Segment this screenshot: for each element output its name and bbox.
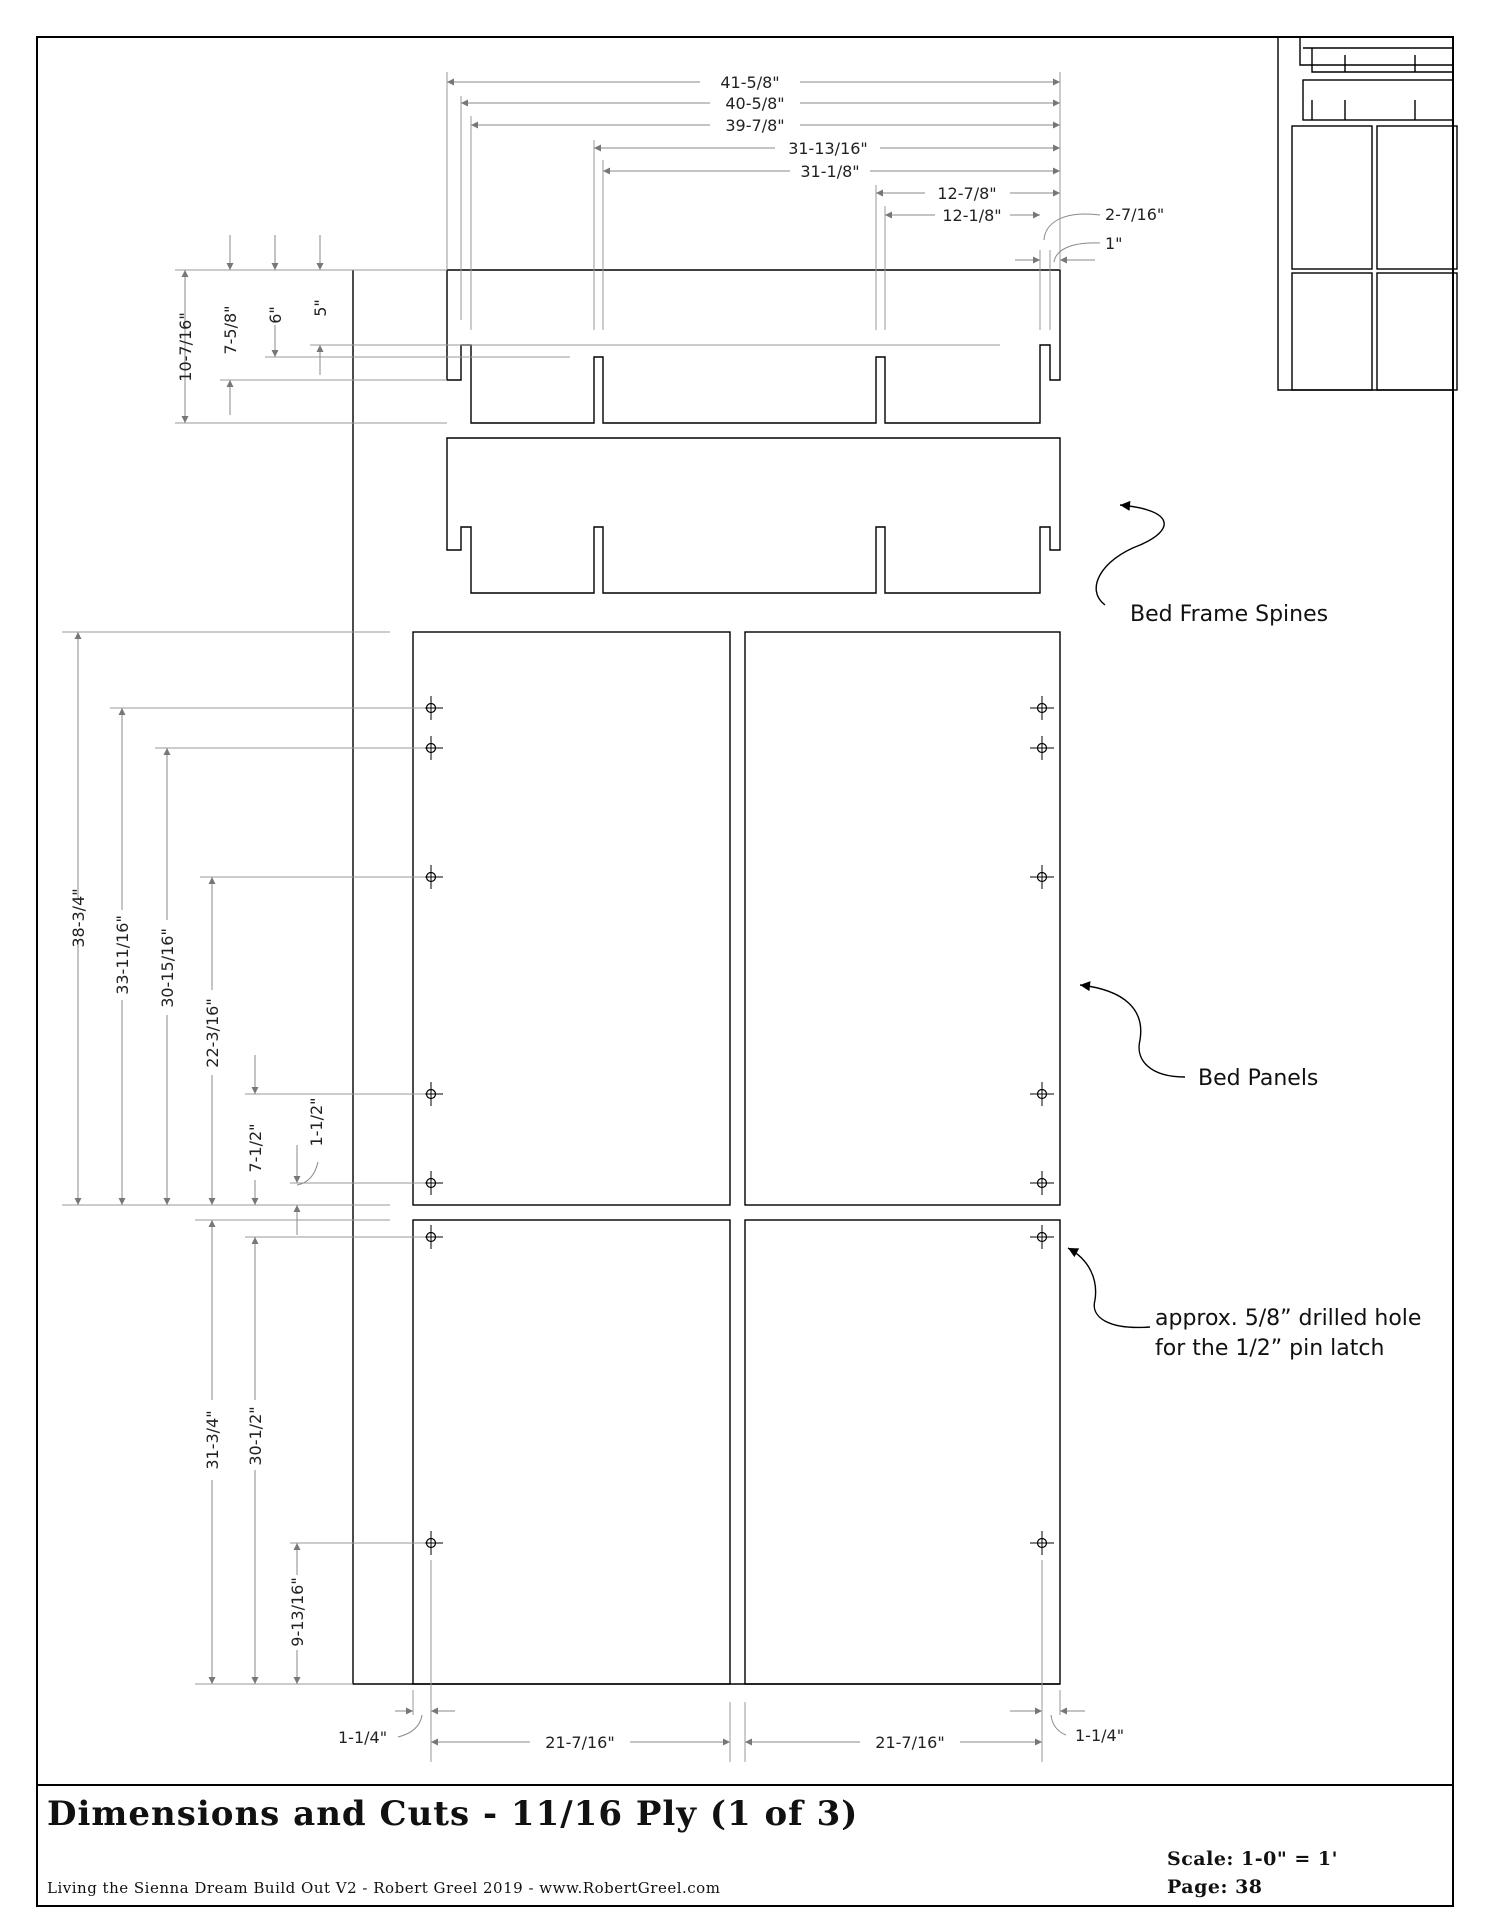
- page-number: Page: 38: [1167, 1876, 1263, 1898]
- dim-39-7-8: 39-7/8": [725, 116, 785, 135]
- bed-panel-lower-right: [745, 1220, 1060, 1684]
- dim-41-5-8: 41-5/8": [720, 73, 780, 92]
- stock-sheet-outline: [353, 270, 1060, 1684]
- arrow-spines: [1096, 505, 1164, 605]
- leader-1-1-2: [297, 1162, 318, 1185]
- bed-frame-spine-1: [447, 270, 1060, 423]
- dim-bottom-1-1-4-right: 1-1/4": [1075, 1726, 1125, 1745]
- leader-2-7-16: [1044, 214, 1100, 240]
- drawing-title: Dimensions and Cuts - 11/16 Ply (1 of 3): [47, 1794, 859, 1834]
- leader-1-inch: [1054, 243, 1100, 262]
- label-bed-panels: Bed Panels: [1198, 1066, 1319, 1091]
- bottom-extension-lines: [413, 1560, 1060, 1762]
- dim-31-1-8: 31-1/8": [800, 162, 860, 181]
- dim-12-1-8: 12-1/8": [942, 206, 1002, 225]
- dim-21-7-16-left: 21-7/16": [545, 1733, 615, 1752]
- dim-6: 6": [266, 306, 285, 324]
- dim-bottom-1-1-4-left: 1-1/4": [338, 1728, 388, 1747]
- dim-7-1-2: 7-1/2": [246, 1123, 265, 1173]
- spine-left-dimension-lines: [185, 235, 320, 423]
- dim-2-7-16: 2-7/16": [1105, 205, 1165, 224]
- bed-panel-lower-left: [413, 1220, 730, 1684]
- dim-30-15-16: 30-15/16": [158, 928, 177, 1008]
- dim-1-inch: 1": [1105, 234, 1123, 253]
- leader-bottom-right: [1051, 1715, 1066, 1735]
- dim-10-7-16: 10-7/16": [176, 312, 195, 382]
- panel-left-extension-lines: [62, 632, 425, 1684]
- dim-30-1-2: 30-1/2": [246, 1406, 265, 1466]
- dim-31-13-16: 31-13/16": [788, 139, 868, 158]
- spine-left-dimension-texts: [176, 299, 330, 381]
- dim-38-3-4: 38-3/4": [69, 888, 88, 948]
- top-dimension-texts: [720, 73, 1164, 253]
- dim-9-13-16: 9-13/16": [288, 1577, 307, 1647]
- leader-bottom-left: [398, 1715, 422, 1737]
- label-hole-line-1: approx. 5/8” drilled hole: [1155, 1306, 1422, 1331]
- footer-credits: Living the Sienna Dream Build Out V2 - Robert Greel 2019 - www.RobertGreel.com: [47, 1879, 721, 1897]
- label-hole-line-2: for the 1/2” pin latch: [1155, 1336, 1385, 1361]
- bed-frame-spine-2: [447, 438, 1060, 593]
- bed-panel-upper-right: [745, 632, 1060, 1205]
- dim-33-11-16: 33-11/16": [113, 915, 132, 995]
- panel-left-dimension-texts: [69, 888, 326, 1646]
- sheet-thumbnail: [1278, 37, 1457, 390]
- dim-31-3-4: 31-3/4": [203, 1410, 222, 1470]
- bottom-dimension-texts: [338, 1726, 1124, 1752]
- dim-7-5-8: 7-5/8": [221, 305, 240, 355]
- arrow-panels: [1080, 985, 1185, 1077]
- label-bed-frame-spines: Bed Frame Spines: [1130, 602, 1329, 627]
- dim-5: 5": [311, 299, 330, 317]
- dim-22-3-16: 22-3/16": [203, 998, 222, 1068]
- dim-40-5-8: 40-5/8": [725, 94, 785, 113]
- bed-panel-upper-left: [413, 632, 730, 1205]
- arrow-drilled-hole: [1068, 1248, 1150, 1327]
- dim-1-1-2: 1-1/2": [307, 1097, 326, 1147]
- dim-21-7-16-right: 21-7/16": [875, 1733, 945, 1752]
- pin-latch-holes: [419, 696, 1054, 1555]
- scale-label: Scale: 1-0" = 1': [1167, 1848, 1338, 1870]
- dim-12-7-8: 12-7/8": [937, 184, 997, 203]
- bottom-dimension-lines: [395, 1711, 1085, 1742]
